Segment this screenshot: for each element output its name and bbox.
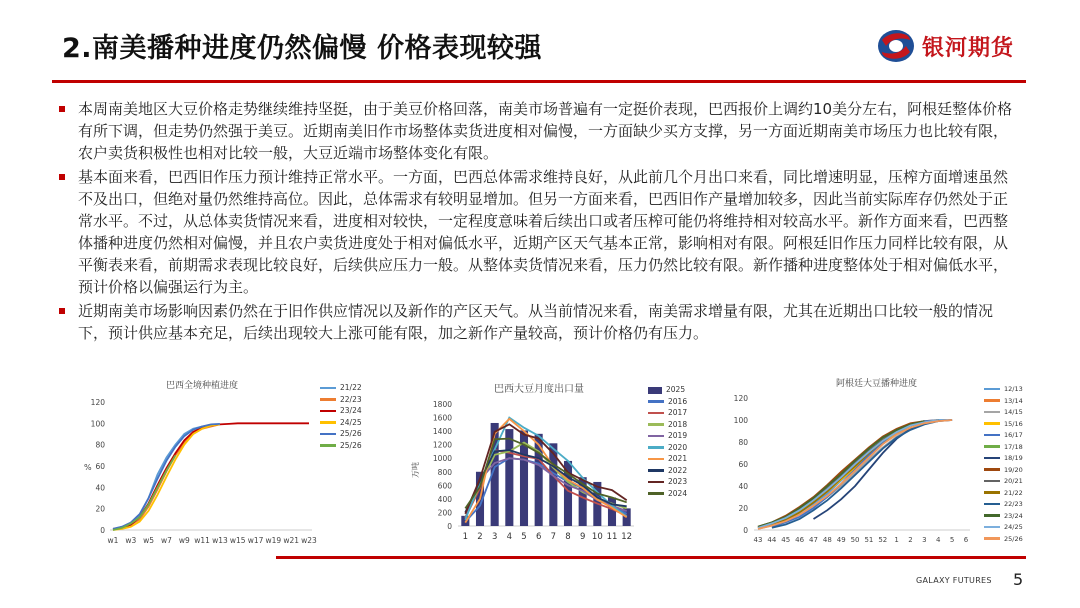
legend-label: 20/21	[1004, 477, 1023, 485]
x-tick-label: 6	[535, 532, 542, 542]
x-tick-label: 5	[949, 536, 955, 544]
page-number: 5	[1013, 570, 1024, 589]
legend-swatch	[984, 514, 1000, 517]
footer-divider	[276, 556, 1026, 559]
y-tick-label: 120	[733, 394, 748, 403]
legend-swatch	[984, 468, 1000, 471]
series-line	[814, 420, 939, 519]
legend-item	[984, 453, 1023, 465]
y-tick-label: 100	[733, 416, 748, 425]
legend-label: 25/26	[340, 429, 362, 438]
y-tick-label: 1800	[432, 400, 452, 409]
legend-label: 23/24	[1004, 511, 1023, 520]
chart-legend	[320, 382, 362, 451]
x-tick-label: 44	[767, 536, 777, 544]
legend-label: 15/16	[1004, 419, 1023, 428]
x-tick-label: 5	[521, 532, 527, 542]
brazil-planting-plot	[80, 378, 315, 550]
bullet-square-icon	[59, 308, 65, 314]
legend-swatch	[648, 446, 664, 449]
x-tick-label: 3	[922, 536, 927, 544]
x-tick-label: w7	[161, 536, 172, 545]
legend-swatch	[648, 435, 664, 438]
bullet-item	[56, 166, 1021, 298]
y-tick-label: 0	[743, 526, 748, 535]
legend-item	[984, 396, 1023, 408]
legend-label: 2023	[668, 477, 688, 486]
x-tick-label: 3	[491, 532, 498, 542]
y-axis-label: 万吨	[411, 462, 420, 478]
legend-item	[320, 428, 362, 440]
x-tick-label: 4	[506, 532, 513, 542]
x-tick-label: w11	[194, 536, 210, 545]
legend-item	[984, 465, 1023, 477]
y-tick-label: 200	[437, 508, 452, 518]
x-tick-label: 4	[936, 536, 941, 544]
legend-label: 25/26	[340, 440, 362, 450]
legend-label: 2024	[668, 488, 688, 498]
chart-legend	[648, 384, 687, 499]
legend-label: 14/15	[1004, 408, 1023, 416]
y-tick-label: 60	[738, 460, 748, 469]
x-tick-label: 50	[850, 536, 860, 544]
x-tick-label: w21	[283, 536, 300, 545]
legend-label: 19/20	[1004, 465, 1023, 474]
y-tick-label: 0	[100, 526, 105, 535]
bullet-text: 本周南美地区大豆价格走势继续维持坚挺，由于美豆价格回落，南美市场普遍有一定挺价表现，巴西报价上调约10美分左右，阿根廷整体价格有所下调，但走势仍然强于美豆。近期南美旧作市场整体卖货进度相对偏慢，一方面缺少买方支撑，另一方面近期南美市场压力也比较有限，农户卖货积极性也相对比较一般，大豆近端市场整体变化有限。	[78, 100, 1013, 162]
legend-item	[984, 407, 1023, 419]
x-tick-label: 51	[864, 536, 874, 544]
argentina-planting-chart	[724, 376, 1034, 552]
x-tick-label: 12	[621, 532, 633, 542]
brazil-export-chart	[412, 378, 702, 550]
legend-label: 2019	[668, 431, 688, 440]
y-tick-label: 600	[437, 481, 452, 491]
legend-item	[648, 419, 687, 431]
legend-label: 13/14	[1004, 396, 1023, 405]
y-tick-label: 400	[437, 494, 452, 504]
legend-swatch	[320, 433, 336, 436]
x-tick-label: 11	[606, 532, 618, 542]
bar	[505, 429, 513, 526]
legend-swatch	[648, 387, 662, 394]
legend-swatch	[984, 411, 1000, 414]
legend-label: 2018	[668, 419, 688, 429]
y-tick-label: 0	[447, 522, 452, 531]
x-tick-label: 9	[579, 532, 586, 542]
y-tick-label: 100	[90, 419, 105, 429]
series-line	[758, 420, 938, 528]
legend-item	[648, 476, 687, 488]
bullet-list	[56, 98, 1021, 346]
legend-swatch	[648, 412, 664, 415]
legend-swatch	[648, 492, 664, 495]
legend-item	[984, 499, 1023, 511]
legend-item	[984, 384, 1023, 396]
y-tick-label: 60	[95, 462, 105, 471]
legend-swatch	[648, 423, 664, 426]
legend-swatch	[984, 537, 1000, 540]
galaxy-logo-icon	[876, 28, 916, 64]
title-divider	[52, 80, 1026, 83]
x-tick-label: w17	[247, 536, 264, 545]
legend-item	[648, 396, 687, 408]
legend-swatch	[648, 458, 664, 461]
y-tick-label: 1400	[432, 427, 452, 437]
legend-item	[984, 476, 1023, 488]
x-tick-label: 7	[550, 532, 557, 542]
bullet-item	[56, 300, 1021, 344]
legend-swatch	[984, 526, 1000, 529]
x-tick-label: 52	[878, 536, 888, 544]
brand-logo	[876, 28, 1036, 64]
y-tick-label: 80	[95, 440, 105, 450]
legend-label: 24/25	[1004, 523, 1023, 531]
legend-item	[648, 407, 687, 419]
x-tick-label: 8	[565, 532, 571, 542]
legend-item	[984, 442, 1023, 454]
legend-label: 17/18	[1004, 442, 1023, 451]
legend-swatch	[984, 480, 1000, 483]
legend-item	[320, 440, 362, 452]
chart-title: 阿根廷大豆播种进度	[836, 379, 918, 389]
legend-label: 24/25	[340, 417, 362, 427]
x-tick-label: 1	[462, 532, 469, 542]
x-tick-label: 43	[753, 536, 763, 544]
slide-title: 2.南美播种进度仍然偏慢 价格表现较强	[62, 33, 542, 64]
brazil-planting-chart	[80, 378, 400, 550]
bullet-square-icon	[59, 174, 65, 180]
y-tick-label: 80	[738, 438, 748, 447]
legend-label: 21/22	[340, 383, 362, 392]
legend-swatch	[648, 469, 664, 472]
legend-item	[984, 534, 1023, 546]
y-tick-label: 40	[95, 483, 105, 493]
legend-label: 16/17	[1004, 431, 1023, 439]
legend-label: 23/24	[340, 406, 362, 415]
bullet-text: 基本面来看，巴西旧作压力预计维持正常水平。一方面，巴西总体需求维持良好，从此前几个月出口来看，同比增速明显，压榨方面增速虽然不及出口，但绝对量仍然维持高位。因此，总体需求有较明显增加。但另一方面来看，巴西旧作产量增加较多，因此当前实际库存仍然处于正常水平。不过，从总体卖货情况来看，进度相对较快，一定程度意味着后续出口或者压榨可能仍将维持相对较高水平。新作方面来看，巴西整体播种进度仍然相对偏慢，并且农户卖货进度处于相对偏低水平，近期产区天气基本正常，影响相对有限。阿根廷旧作压力同样比较有限，从平衡表来看，前期需求表现比较良好，后续供应压力一般。从整体卖货情况来看，压力仍然比较有限。新作播种进度整体处于相对偏低水平，预计价格以偏强运行为主。	[78, 168, 1009, 296]
x-tick-label: w3	[125, 536, 137, 545]
legend-item	[984, 511, 1023, 523]
legend-swatch	[984, 399, 1000, 402]
legend-item	[984, 488, 1023, 500]
legend-swatch	[320, 410, 336, 413]
legend-label: 2016	[668, 396, 688, 406]
y-tick-label: 40	[738, 482, 748, 491]
legend-item	[320, 382, 362, 394]
legend-item	[648, 430, 687, 442]
legend-label: 22/23	[1004, 500, 1023, 508]
legend-label: 2021	[668, 454, 688, 463]
legend-item	[320, 405, 362, 417]
y-tick-label: 1200	[432, 440, 452, 450]
brand-name: 银河期货	[922, 36, 1015, 61]
legend-swatch	[984, 434, 1000, 437]
legend-swatch	[984, 503, 1000, 506]
chart-title: 巴西大豆月度出口量	[494, 384, 584, 395]
chart-legend	[984, 384, 1023, 545]
legend-item	[984, 522, 1023, 534]
legend-swatch	[984, 445, 1000, 448]
y-tick-label: 20	[95, 504, 105, 514]
x-tick-label: 1	[894, 536, 899, 544]
bullet-square-icon	[59, 106, 65, 112]
x-tick-label: w23	[301, 536, 317, 545]
legend-item	[648, 465, 687, 477]
brazil-export-plot	[412, 378, 637, 550]
legend-item	[984, 430, 1023, 442]
bullet-item	[56, 98, 1021, 164]
legend-label: 22/23	[340, 394, 362, 404]
series-line	[113, 455, 175, 530]
legend-item	[648, 453, 687, 465]
x-tick-label: w19	[265, 536, 282, 545]
x-tick-label: 2	[477, 532, 483, 542]
y-tick-label: 1000	[432, 454, 452, 464]
x-tick-label: 46	[795, 536, 805, 544]
y-tick-label: 800	[437, 467, 452, 477]
legend-swatch	[984, 422, 1000, 425]
bullet-text: 近期南美市场影响因素仍然在于旧作供应情况以及新作的产区天气。从当前情况来看，南美需求增量有限，尤其在近期出口比较一般的情况下，预计供应基本充足，后续出现较大上涨可能有限，加之新作产量较高，预计价格仍有压力。	[78, 302, 994, 342]
legend-item	[320, 417, 362, 429]
y-tick-label: 20	[738, 504, 748, 513]
legend-item	[648, 384, 687, 396]
legend-label: 25/26	[1004, 534, 1023, 543]
x-tick-label: 45	[781, 536, 791, 544]
legend-swatch	[320, 398, 336, 401]
legend-label: 2022	[668, 465, 688, 475]
argentina-planting-plot	[724, 376, 974, 552]
legend-swatch	[320, 387, 336, 390]
legend-label: 2025	[666, 385, 686, 394]
legend-swatch	[648, 481, 664, 484]
x-tick-label: 10	[591, 532, 603, 542]
x-tick-label: w1	[107, 536, 119, 545]
y-tick-label: 1600	[432, 413, 452, 423]
x-tick-label: 2	[908, 536, 913, 544]
legend-swatch	[648, 400, 664, 403]
legend-label: 18/19	[1004, 454, 1023, 462]
x-tick-label: w15	[229, 536, 246, 545]
legend-item	[320, 394, 362, 406]
legend-item	[648, 488, 687, 500]
y-tick-label: 120	[90, 398, 105, 407]
legend-swatch	[320, 444, 336, 447]
chart-title: 巴西全境种植进度	[166, 381, 239, 391]
legend-swatch	[984, 388, 1000, 391]
bar	[549, 443, 557, 526]
footer-brand: GALAXY FUTURES	[916, 576, 992, 585]
legend-label: 21/22	[1004, 488, 1023, 497]
legend-swatch	[984, 457, 1000, 460]
legend-label: 2020	[668, 442, 688, 452]
legend-swatch	[984, 491, 1000, 494]
series-line	[113, 424, 220, 530]
x-tick-label: w13	[212, 536, 228, 545]
x-tick-label: 6	[963, 536, 969, 544]
x-tick-label: w9	[178, 536, 190, 545]
legend-swatch	[320, 421, 336, 424]
y-axis-label: %	[84, 463, 92, 472]
x-tick-label: w5	[143, 536, 155, 545]
x-tick-label: 49	[836, 536, 846, 544]
legend-item	[984, 419, 1023, 431]
x-tick-label: 47	[809, 536, 818, 544]
bar	[564, 461, 572, 526]
legend-item	[648, 442, 687, 454]
legend-label: 12/13	[1004, 385, 1023, 393]
x-tick-label: 48	[822, 536, 832, 544]
legend-label: 2017	[668, 408, 688, 417]
